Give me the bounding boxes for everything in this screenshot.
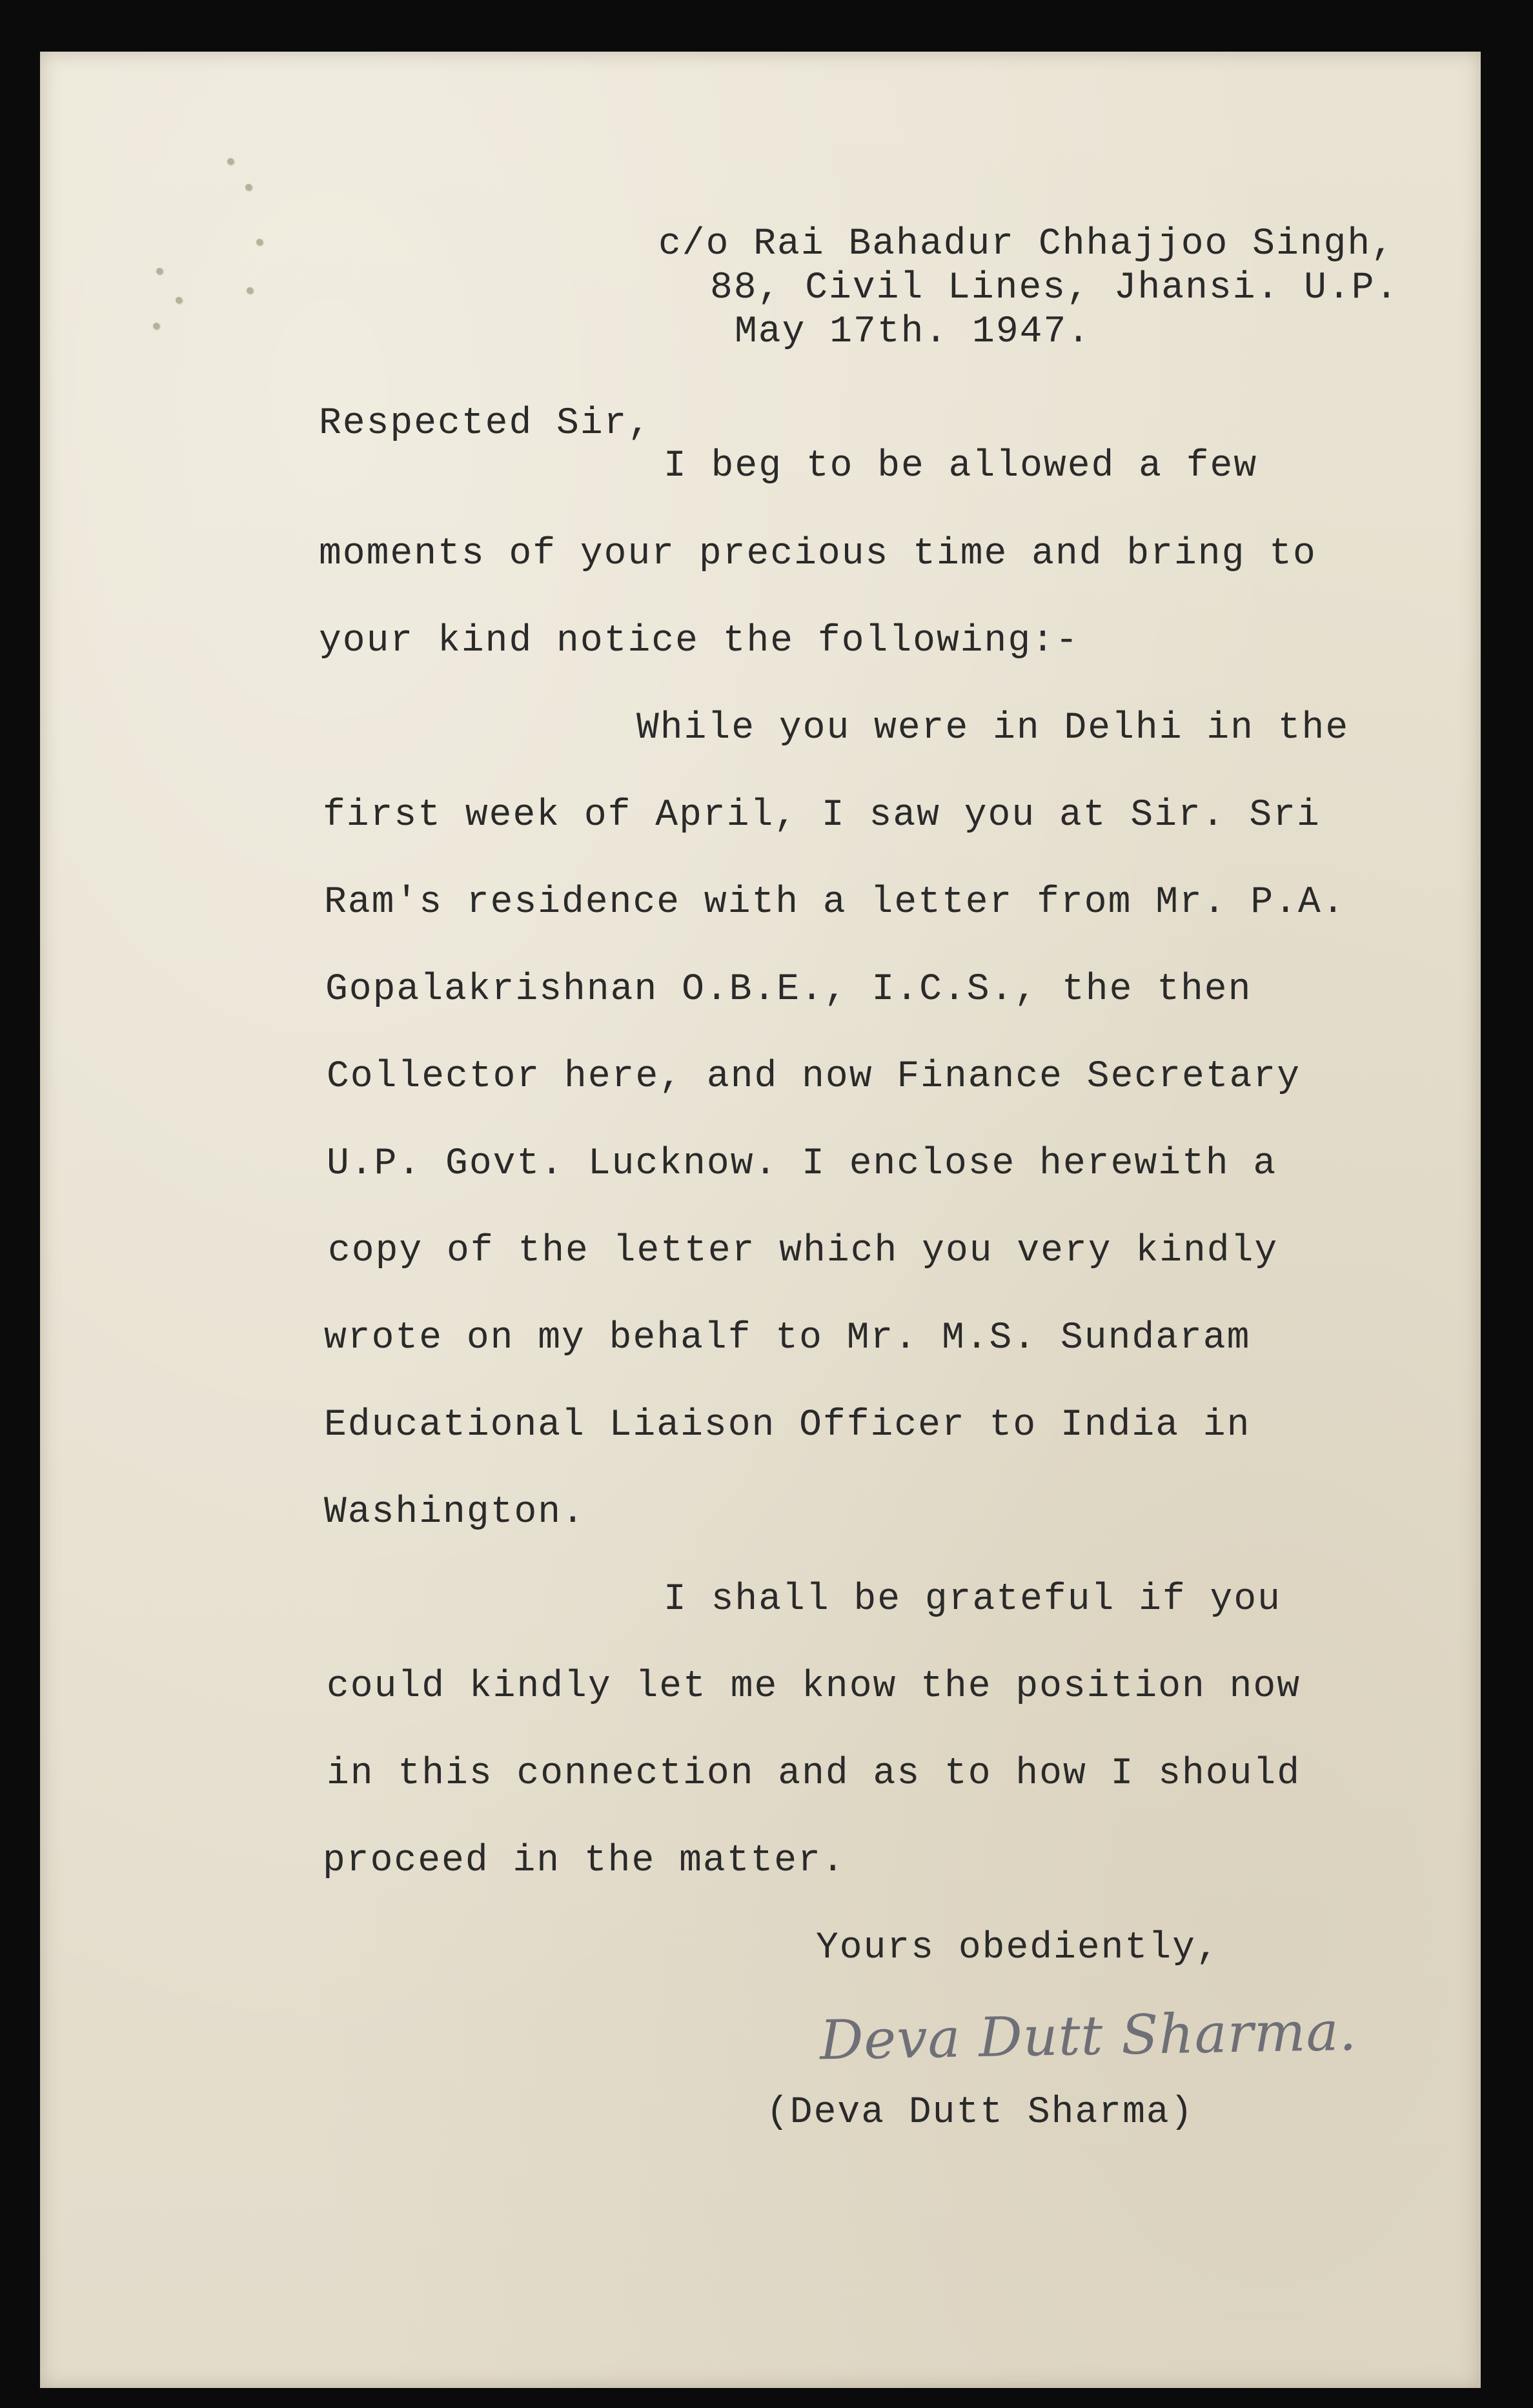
address-line-2: 88, Civil Lines, Jhansi. U.P. xyxy=(710,267,1399,309)
body-line: in this connection and as to how I should xyxy=(327,1753,1301,1795)
punch-mark xyxy=(256,239,263,245)
salutation: Respected Sir, xyxy=(319,403,652,445)
punch-mark xyxy=(227,158,234,165)
punch-mark xyxy=(156,268,163,274)
body-line: wrote on my behalf to Mr. M.S. Sundaram xyxy=(324,1317,1251,1359)
punch-mark xyxy=(153,323,159,329)
letter-sheet xyxy=(40,52,1481,2388)
punch-mark xyxy=(176,297,182,303)
body-line: I beg to be allowed a few xyxy=(664,445,1258,487)
body-line: I shall be grateful if you xyxy=(664,1579,1281,1621)
handwritten-signature: Deva Dutt Sharma. xyxy=(819,1999,1358,2072)
body-line: Gopalakrishnan O.B.E., I.C.S., the then xyxy=(325,969,1252,1011)
body-line: While you were in Delhi in the xyxy=(636,707,1350,749)
body-line: copy of the letter which you very kindly xyxy=(328,1230,1279,1272)
punch-mark xyxy=(247,287,253,294)
address-line-1: c/o Rai Bahadur Chhajjoo Singh, xyxy=(658,223,1395,265)
body-line: Washington. xyxy=(324,1492,585,1533)
body-line: Ram's residence with a letter from Mr. P.A. xyxy=(324,882,1346,924)
body-line: could kindly let me know the position now xyxy=(327,1666,1301,1708)
closing: Yours obediently, xyxy=(816,1927,1220,1969)
letter-date: May 17th. 1947. xyxy=(735,311,1091,353)
body-line: proceed in the matter. xyxy=(323,1840,846,1882)
punch-mark xyxy=(245,184,252,190)
body-line: moments of your precious time and bring to xyxy=(319,533,1317,575)
body-line: first week of April, I saw you at Sir. Sri xyxy=(323,794,1321,836)
body-line: U.P. Govt. Lucknow. I enclose herewith a xyxy=(327,1143,1277,1185)
printed-name: (Deva Dutt Sharma) xyxy=(766,2092,1194,2134)
body-line: Educational Liaison Officer to India in xyxy=(324,1404,1251,1446)
body-line: Collector here, and now Finance Secretary xyxy=(327,1056,1301,1098)
body-line: your kind notice the following:- xyxy=(319,620,1079,662)
